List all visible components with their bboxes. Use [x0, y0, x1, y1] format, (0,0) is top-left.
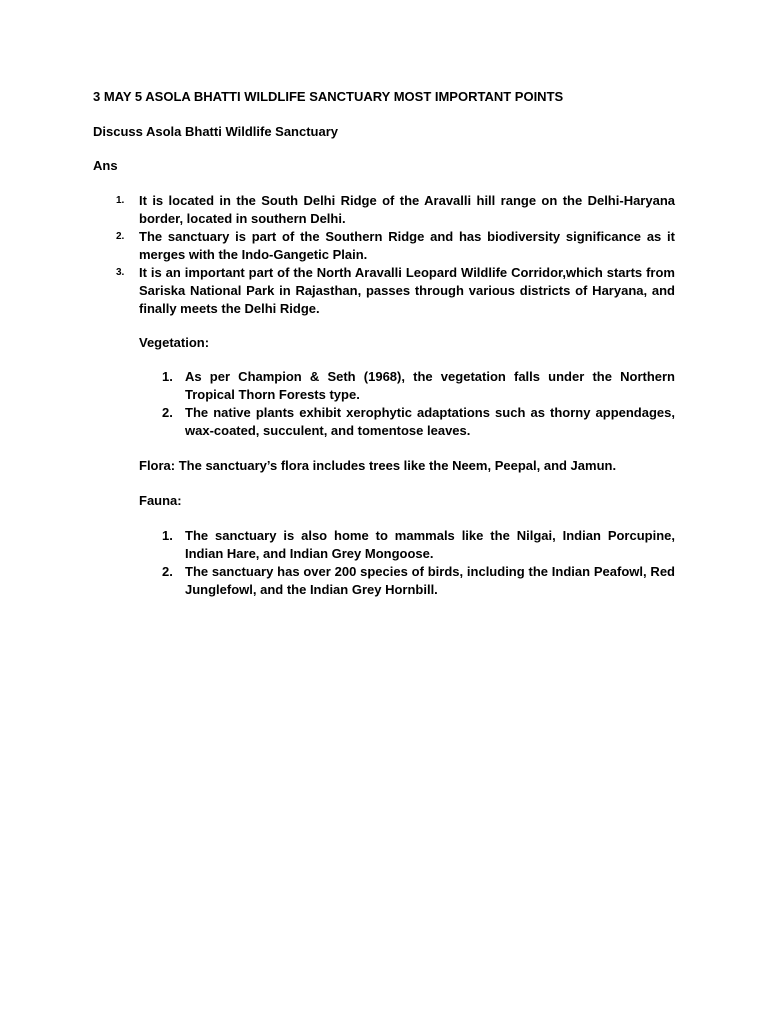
document-title: 3 MAY 5 ASOLA BHATTI WILDLIFE SANCTUARY MOST IMPORTANT POINTS — [93, 89, 564, 104]
list-item-number: 1. — [116, 195, 125, 206]
question-text: Discuss Asola Bhatti Wildlife Sanctuary — [93, 124, 339, 139]
list-item — [162, 404, 675, 440]
list-item — [162, 368, 675, 404]
list-item-text: The sanctuary has over 200 species of birds, including the Indian Peafowl, Red Junglefowl, and the Indian Grey Hornbill. — [185, 564, 675, 597]
list-item-number: 2. — [162, 405, 173, 420]
list-item-text: It is an important part of the North Aravalli Leopard Wildlife Corridor,which starts from Sariska National Park in Rajasthan, passes through various districts of Haryana, and finally meets the Delhi Ridge. — [139, 265, 675, 316]
list-item-text: The native plants exhibit xerophytic adaptations such as thorny appendages, wax-coated, succulent, and tomentose leaves. — [185, 405, 675, 438]
vegetation-heading: Vegetation: — [139, 335, 210, 350]
list-item-text: As per Champion & Seth (1968), the vegetation falls under the Northern Tropical Thorn Forests type. — [185, 369, 675, 402]
list-item — [116, 264, 675, 318]
list-item-text: The sanctuary is part of the Southern Ridge and has biodiversity significance as it merges with the Indo-Gangetic Plain. — [139, 229, 675, 262]
answer-label: Ans — [93, 158, 118, 173]
list-item-text: The sanctuary is also home to mammals like the Nilgai, Indian Porcupine, Indian Hare, and Indian Grey Mongoose. — [185, 528, 675, 561]
list-item-number: 1. — [162, 528, 173, 543]
list-item — [162, 527, 675, 563]
list-item — [116, 192, 675, 228]
list-item-number: 1. — [162, 369, 173, 384]
list-item-number: 3. — [116, 267, 125, 278]
list-item-number: 2. — [116, 231, 125, 242]
vegetation-list — [162, 368, 675, 440]
flora-text: Flora: The sanctuary’s flora includes trees like the Neem, Peepal, and Jamun. — [139, 458, 617, 473]
list-item — [162, 563, 675, 599]
list-item-text: It is located in the South Delhi Ridge of the Aravalli hill range on the Delhi-Haryana border, located in southern Delhi. — [139, 193, 675, 226]
list-item — [116, 228, 675, 264]
fauna-heading: Fauna: — [139, 493, 182, 508]
fauna-list — [162, 527, 675, 599]
main-points-list — [116, 192, 675, 318]
list-item-number: 2. — [162, 564, 173, 579]
